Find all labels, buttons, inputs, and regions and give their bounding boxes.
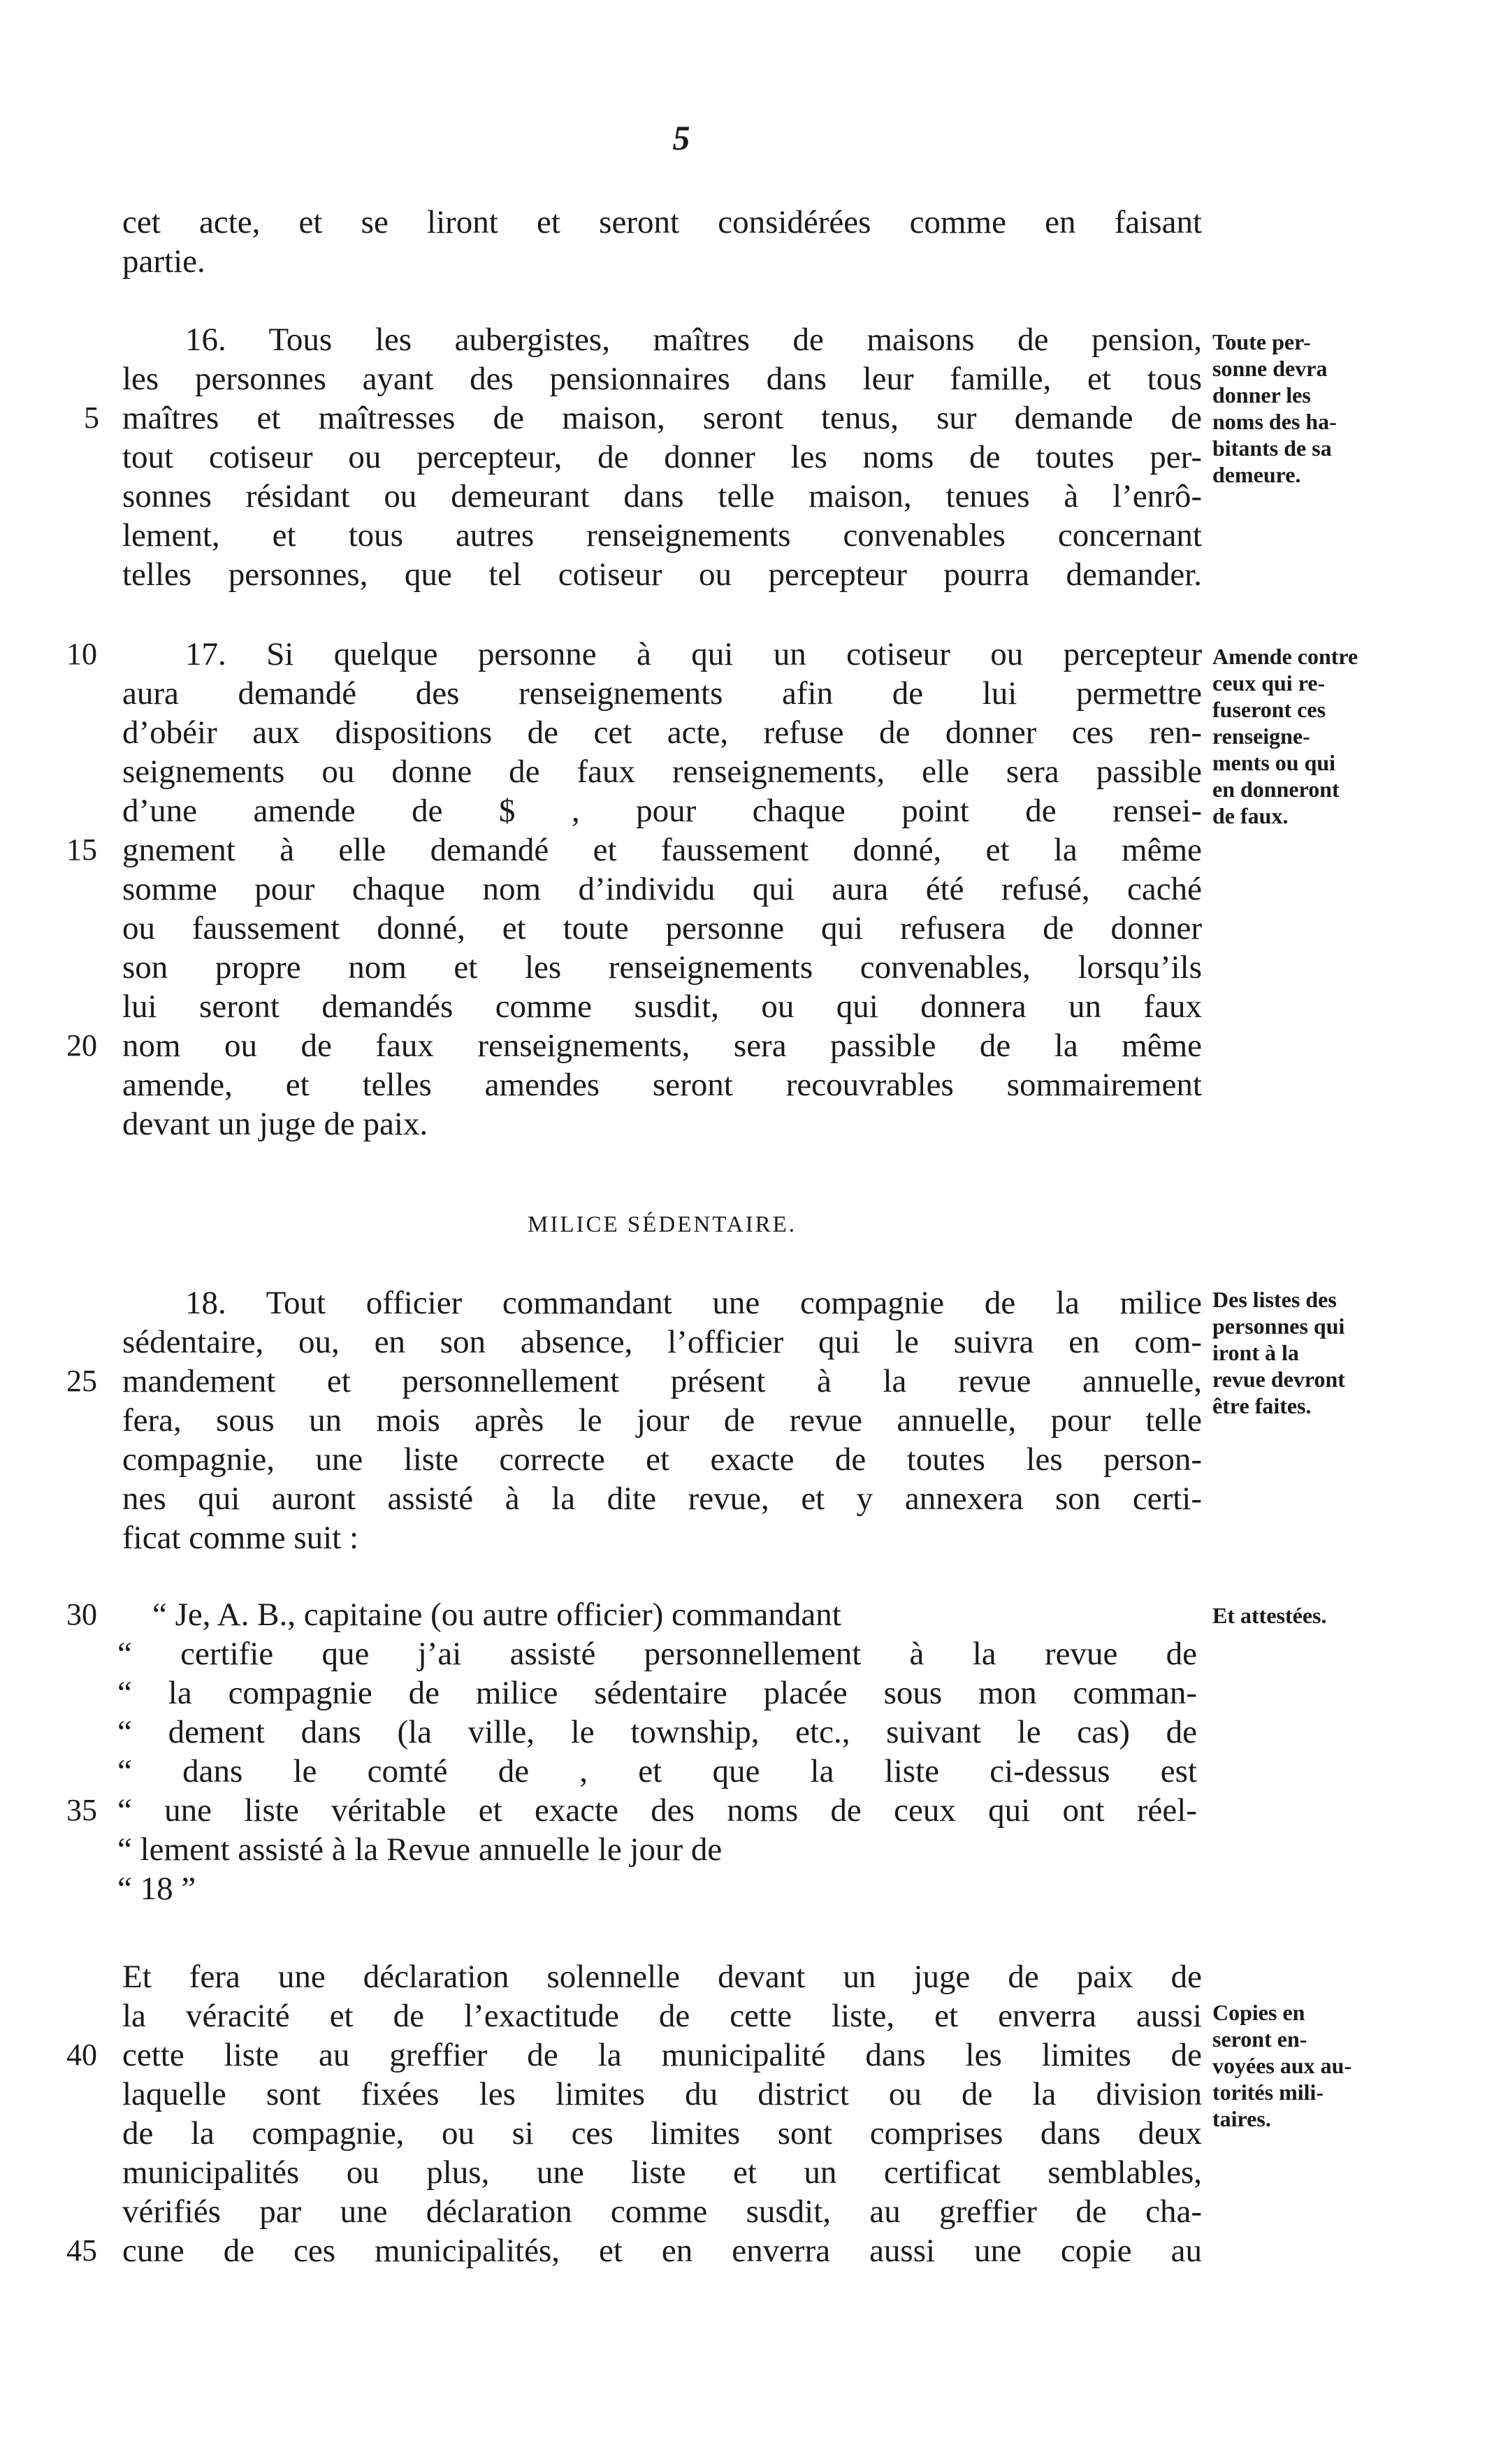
text-line: son propre nom et les renseignements convenables, lorsqu’ils xyxy=(122,949,1202,986)
text-line: d’obéir aux dispositions de cet acte, refuse de donner ces ren- xyxy=(122,714,1202,751)
text-line: ou faussement donné, et toute personne qui refusera de donner xyxy=(122,910,1202,946)
text-line: ficat comme suit : xyxy=(122,1520,359,1556)
line-number: 30 xyxy=(66,1597,97,1631)
text-line: maîtres et maîtresses de maison, seront tenus, sur demande de xyxy=(122,400,1202,436)
text-line-section-18: 18. Tout officier commandant une compagnie de la milice xyxy=(185,1285,1202,1321)
quote-line: “ la compagnie de milice sédentaire placée sous mon comman- xyxy=(117,1675,1197,1711)
text-line: compagnie, une liste correcte et exacte de toutes les person- xyxy=(122,1441,1202,1478)
text-line-section-17: 17. Si quelque personne à qui un cotiseur ou percepteur xyxy=(185,636,1202,672)
line-number: 35 xyxy=(66,1793,97,1827)
text-line: laquelle sont fixées les limites du district ou de la division xyxy=(122,2076,1202,2112)
text-line: cette liste au greffier de la municipalité dans les limites de xyxy=(122,2037,1202,2073)
text-line: sédentaire, ou, en son absence, l’officier qui le suivra en com- xyxy=(122,1324,1202,1360)
text-line: cet acte, et se liront et seront considérées comme en faisant xyxy=(122,204,1202,240)
text-line: lement, et tous autres renseignements convenables concernant xyxy=(122,517,1202,554)
text-line: la véracité et de l’exactitude de cette liste, et enverra aussi xyxy=(122,1998,1202,2034)
marginal-note: Toute per- sonne devra donner les noms des ha- bitants de sa demeure. xyxy=(1212,329,1337,487)
text-line: mandement et personnellement présent à la revue annuelle, xyxy=(122,1363,1202,1399)
text-line: devant un juge de paix. xyxy=(122,1106,428,1142)
text-line: vérifiés par une déclaration comme susdit, au greffier de cha- xyxy=(122,2193,1202,2230)
text-line: gnement à elle demandé et faussement donné, et la même xyxy=(122,832,1202,868)
text-line: somme pour chaque nom d’individu qui aura été refusé, caché xyxy=(122,871,1202,907)
text-line: les personnes ayant des pensionnaires dans leur famille, et tous xyxy=(122,361,1202,397)
marginal-note: Amende contre ceux qui re- fuseront ces renseigne- ments ou qui en donneront de faux. xyxy=(1212,644,1358,828)
quote-line: “ certifie que j’ai assisté personnellement à la revue de xyxy=(117,1636,1197,1672)
line-number: 45 xyxy=(66,2233,97,2268)
quote-line: “ dement dans (la ville, le township, etc., suivant le cas) de xyxy=(117,1714,1197,1750)
quote-line: “ lement assisté à la Revue annuelle le jour de xyxy=(117,1831,723,1868)
text-line: Et fera une déclaration solennelle devant un juge de paix de xyxy=(122,1959,1202,1995)
line-number: 20 xyxy=(66,1028,97,1062)
text-line: d’une amende de $ , pour chaque point de rensei- xyxy=(122,793,1202,829)
line-number: 5 xyxy=(84,401,99,435)
line-number: 25 xyxy=(66,1364,97,1398)
marginal-note: Et attestées. xyxy=(1212,1603,1327,1628)
text-line: sonnes résidant ou demeurant dans telle maison, tenues à l’enrô- xyxy=(122,478,1202,514)
text-line: lui seront demandés comme susdit, ou qui donnera un faux xyxy=(122,988,1202,1025)
text-line: tout cotiseur ou percepteur, de donner les noms de toutes per- xyxy=(122,439,1202,475)
text-line: aura demandé des renseignements afin de lui permettre xyxy=(122,675,1202,712)
text-line: amende, et telles amendes seront recouvrables sommairement xyxy=(122,1067,1202,1103)
quote-line: “ 18 ” xyxy=(117,1871,196,1907)
text-line: nes qui auront assisté à la dite revue, et y annexera son certi- xyxy=(122,1480,1202,1517)
text-line: seignements ou donne de faux renseignements, elle sera passible xyxy=(122,754,1202,790)
page-number: 5 xyxy=(672,118,690,157)
line-number: 40 xyxy=(66,2038,97,2072)
quote-line: “ Je, A. B., capitaine (ou autre officier) commandant xyxy=(152,1597,841,1633)
text-line: partie. xyxy=(122,243,205,280)
quote-line: “ une liste véritable et exacte des noms de ceux qui ont réel- xyxy=(117,1792,1197,1829)
text-line: nom ou de faux renseignements, sera passible de la même xyxy=(122,1028,1202,1064)
section-heading: MILICE SÉDENTAIRE. xyxy=(528,1212,797,1237)
text-line: municipalités ou plus, une liste et un certificat semblables, xyxy=(122,2154,1202,2191)
text-line: telles personnes, que tel cotiseur ou percepteur pourra demander. xyxy=(122,556,1202,593)
marginal-note: Copies en seront en- voyées aux au- torités mili- taires. xyxy=(1212,2000,1352,2131)
line-number: 10 xyxy=(66,637,97,671)
text-line: fera, sous un mois après le jour de revue annuelle, pour telle xyxy=(122,1402,1202,1439)
quote-line: “ dans le comté de , et que la liste ci-dessus est xyxy=(117,1753,1197,1789)
text-line: cune de ces municipalités, et en enverra aussi une copie au xyxy=(122,2233,1202,2269)
line-number: 15 xyxy=(66,833,97,867)
text-line: de la compagnie, ou si ces limites sont comprises dans deux xyxy=(122,2115,1202,2152)
text-line-section-16: 16. Tous les aubergistes, maîtres de maisons de pension, xyxy=(185,322,1202,358)
marginal-note: Des listes des personnes qui iront à la revue devront être faites. xyxy=(1212,1287,1345,1418)
